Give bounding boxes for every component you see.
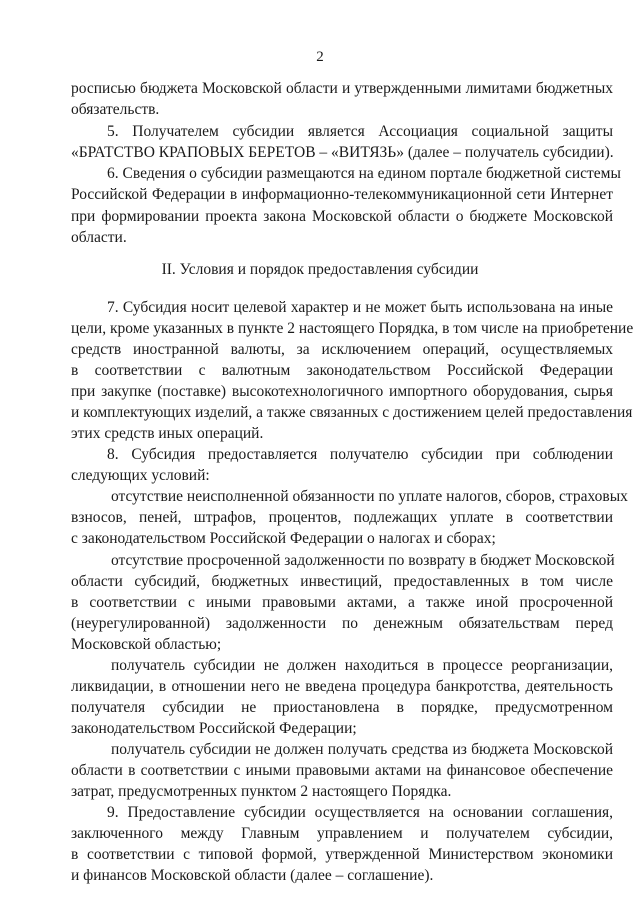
text-line: этих средств иных операций. (71, 425, 264, 442)
text-line: отсутствие просроченной задолженности по возврату в бюджет Московской (111, 552, 615, 569)
text-line: Российской Федерации в информационно-телекоммуникационной сети Интернет (71, 186, 613, 203)
text-line: при формировании проекта закона Московской области о бюджете Московской (71, 208, 613, 225)
text-line: при закупке (поставке) высокотехнологичного импортного оборудования, сырья (71, 383, 613, 400)
text-line: (неурегулированной) задолженности по денежным обязательствам перед (71, 615, 613, 632)
text-line: 5. Получателем субсидии является Ассоциация социальной защиты (107, 123, 613, 140)
text-line: взносов, пеней, штрафов, процентов, подлежащих уплате в соответствии (71, 509, 613, 526)
text-line: 7. Субсидия носит целевой характер и не может быть использована на иные (107, 299, 613, 316)
text-line: 6. Сведения о субсидии размещаются на едином портале бюджетной системы (107, 165, 621, 182)
text-line: с законодательством Российской Федерации о налогах и сборах; (71, 530, 496, 547)
text-line: области. (71, 229, 127, 246)
page-number: 2 (316, 49, 324, 65)
text-line: отсутствие неисполненной обязанности по уплате налогов, сборов, страховых (111, 488, 628, 505)
text-line: средств иностранной валюты, за исключением операций, осуществляемых (71, 341, 613, 358)
text-line: области субсидий, бюджетных инвестиций, предоставленных в том числе (71, 573, 613, 590)
text-line: 9. Предоставление субсидии осуществляется на основании соглашения, (107, 804, 613, 821)
text-line: получатель субсидии не должен находиться в процессе реорганизации, (111, 657, 613, 674)
text-line: и комплектующих изделий, а также связанных с достижением целей предоставления (71, 404, 633, 421)
text-line: и финансов Московской области (далее – соглашение). (71, 867, 434, 884)
text-line: получатель субсидии не должен получать средства из бюджета Московской (111, 741, 613, 758)
text-line: ликвидации, в отношении него не введена процедура банкротства, деятельность (71, 678, 613, 695)
text-line: заключенного между Главным управлением и получателем субсидии, (71, 825, 613, 842)
section-heading: II. Условия и порядок предоставления субсидии (161, 261, 479, 278)
text-line: в соответствии с типовой формой, утвержденной Министерством экономики (71, 846, 613, 863)
text-line: Московской областью; (71, 636, 222, 653)
text-line: области в соответствии с иными правовыми актами на финансовое обеспечение (71, 762, 613, 779)
text-line: «БРАТСТВО КРАПОВЫХ БЕРЕТОВ – «ВИТЯЗЬ» (далее – получатель субсидии). (71, 144, 614, 161)
text-line: росписью бюджета Московской области и утвержденными лимитами бюджетных (71, 80, 613, 97)
text-line: 8. Субсидия предоставляется получателю субсидии при соблюдении (107, 446, 613, 463)
text-line: следующих условий: (71, 467, 210, 484)
text-line: законодательством Российской Федерации; (71, 720, 357, 737)
text-line: в соответствии с иными правовыми актами, а также иной просроченной (71, 594, 613, 611)
text-line: в соответствии с валютным законодательством Российской Федерации (71, 362, 613, 379)
text-line: цели, кроме указанных в пункте 2 настоящего Порядка, в том числе на приобретение (71, 320, 634, 337)
text-line: обязательств. (71, 101, 160, 118)
text-line: затрат, предусмотренных пунктом 2 настоящего Порядка. (71, 783, 452, 800)
text-line: получателя субсидии не приостановлена в порядке, предусмотренном (71, 699, 613, 716)
